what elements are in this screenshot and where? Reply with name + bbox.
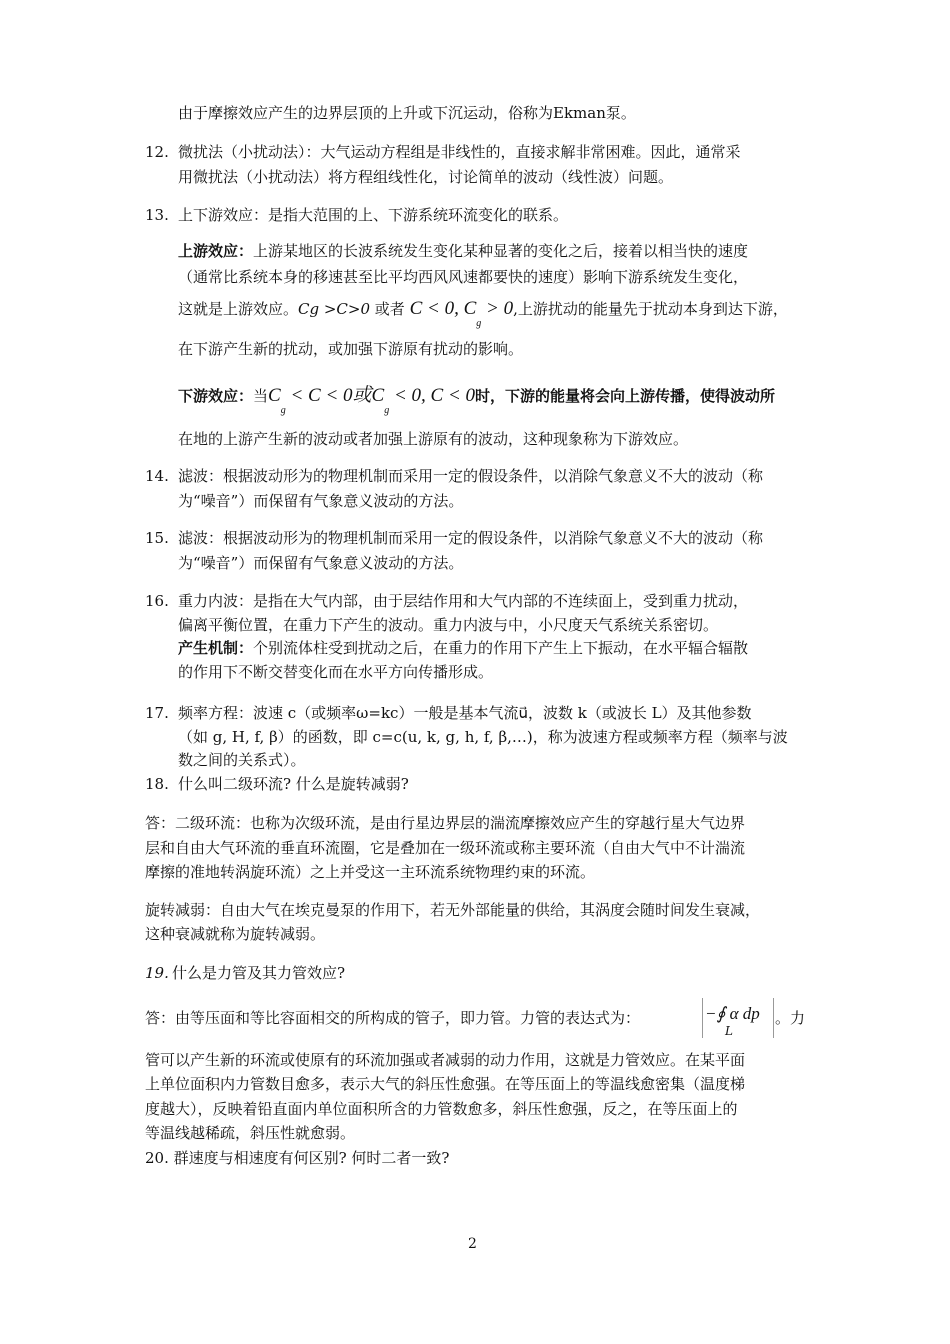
item-15-line-2: 为“噪音”）而保留有气象意义波动的方法。 — [178, 554, 464, 572]
answer-18-line-5: 这种衰减就称为旋转减弱。 — [145, 925, 326, 943]
answer-18-line-2: 层和自由大气环流的垂直环流圈，它是叠加在一级环流或称主要环流（自由大气中不计湍流 — [145, 839, 746, 857]
item-17-line-1: 频率方程：波速 c（或频率ω=kc）一般是基本气流u⃗，波数 k（或波长 L）及其他参数 — [178, 704, 752, 722]
upstream-effect-line-3: 这就是上游效应。Cg >C>0 或者 C < 0, $C_g > 0$,上游扰动的能量先于扰动本身到达下游， — [178, 298, 788, 329]
downstream-effect-label: 下游效应： — [178, 387, 254, 405]
upstream-formula: C < 0, C — [409, 298, 477, 319]
answer-19-line-1-end: 。力 — [775, 1009, 806, 1027]
item-14-line-2: 为“噪音”）而保留有气象意义波动的方法。 — [178, 492, 464, 510]
upstream-effect-line-1: 上游效应：上游某地区的长波系统发生变化某种显著的变化之后，接着以相当快的速度 — [178, 242, 749, 260]
item-number-16: 16. — [145, 592, 169, 610]
answer-19-line-4: 度越大），反映着铅直面内单位面积所含的力管数愈多，斜压性愈强，反之，在等压面上的 — [145, 1100, 738, 1118]
answer-19-line-1: 答：由等压面和等比容面相交的所构成的管子，即力管。力管的表达式为： — [145, 1009, 641, 1027]
item-number-12: 12. — [145, 143, 169, 161]
item-18-question: 什么叫二级环流? 什么是旋转减弱? — [178, 775, 409, 793]
item-number-18: 18. — [145, 775, 169, 793]
generation-mechanism-label: 产生机制： — [178, 639, 254, 657]
answer-19-line-2: 管可以产生新的环流或使原有的环流加强或者减弱的动力作用，这就是力管效应。在某平面 — [145, 1051, 746, 1069]
answer-19-line-3: 上单位面积内力管数目愈多，表示大气的斜压性愈强。在等压面上的等温线愈密集（温度梯 — [145, 1075, 746, 1093]
answer-18-line-1: 答：二级环流：也称为次级环流，是由行星边界层的湍流摩擦效应产生的穿越行星大气边界 — [145, 814, 746, 832]
item-15-line-1: 滤波：根据波动形为的物理机制而采用一定的假设条件，以消除气象意义不大的波动（称 — [178, 529, 764, 547]
item-17-line-3: 数之间的关系式）。 — [178, 751, 306, 769]
item-13-line-1: 上下游效应：是指大范围的上、下游系统环流变化的联系。 — [178, 206, 569, 224]
item-14-line-1: 滤波：根据波动形为的物理机制而采用一定的假设条件，以消除气象意义不大的波动（称 — [178, 467, 764, 485]
item-17-line-2: （如 g, H, f, β）的函数，即 c=c(u, k, g, h, f, β,…)，称为波速方程或频率方程（频率与波 — [178, 728, 788, 746]
answer-18-line-3: 摩擦的准地转涡旋环流）之上并受这一主环流系统物理约束的环流。 — [145, 863, 596, 881]
item-16-line-4: 的作用下不断交替变化而在水平方向传播形成。 — [178, 663, 494, 681]
item-16-line-2: 偏离平衡位置，在重力下产生的波动。重力内波与中，小尺度天气系统关系密切。 — [178, 616, 719, 634]
answer-19-line-5: 等温线越稀疏，斜压性就愈弱。 — [145, 1124, 356, 1142]
upstream-effect-label: 上游效应： — [178, 242, 254, 260]
paragraph-ekman-pump: 由于摩擦效应产生的边界层顶的上升或下沉运动，俗称为Ekman泵。 — [178, 104, 636, 122]
item-number-19: 19. — [145, 964, 169, 982]
answer-18-line-4: 旋转减弱：自由大气在埃克曼泵的作用下，若无外部能量的供给，其涡度会随时间发生衰减， — [145, 901, 761, 919]
item-19-question: 什么是力管及其力管效应? — [172, 964, 346, 982]
upstream-effect-line-4: 在下游产生新的扰动，或加强下游原有扰动的影响。 — [178, 340, 524, 358]
force-tube-formula-text: −∮ α dp — [705, 1004, 760, 1023]
item-number-17: 17. — [145, 704, 169, 722]
downstream-formula: C — [268, 385, 281, 406]
page-number: 2 — [468, 1236, 477, 1252]
item-12-line-2: 用微扰法（小扰动法）将方程组线性化，讨论简单的波动（线性波）问题。 — [178, 168, 674, 186]
item-20-question: 20. 群速度与相速度有何区别? 何时二者一致? — [145, 1149, 450, 1167]
downstream-effect-line-2: 在地的上游产生新的波动或者加强上游原有的波动，这种现象称为下游效应。 — [178, 430, 689, 448]
force-tube-formula-subscript: L — [725, 1024, 733, 1038]
item-16-line-3: 产生机制：个别流体柱受到扰动之后，在重力的作用下产生上下振动，在水平辐合辐散 — [178, 639, 749, 657]
downstream-effect-line-1: 下游效应：当$C_g < C < 0$或$C_g < 0$, C < 0时，下游的能量将会向上游传播，使得波动所 — [178, 385, 776, 416]
item-number-15: 15. — [145, 529, 169, 547]
item-12-line-1: 微扰法（小扰动法）：大气运动方程组是非线性的，直接求解非常困难。因此，通常采 — [178, 143, 741, 161]
force-tube-formula — [702, 998, 774, 1038]
item-number-13: 13. — [145, 206, 169, 224]
item-number-14: 14. — [145, 467, 169, 485]
item-16-line-1: 重力内波：是指在大气内部，由于层结作用和大气内部的不连续面上，受到重力扰动， — [178, 592, 749, 610]
upstream-effect-line-2: （通常比系统本身的移速甚至比平均西风风速都要快的速度）影响下游系统发生变化， — [178, 268, 749, 286]
